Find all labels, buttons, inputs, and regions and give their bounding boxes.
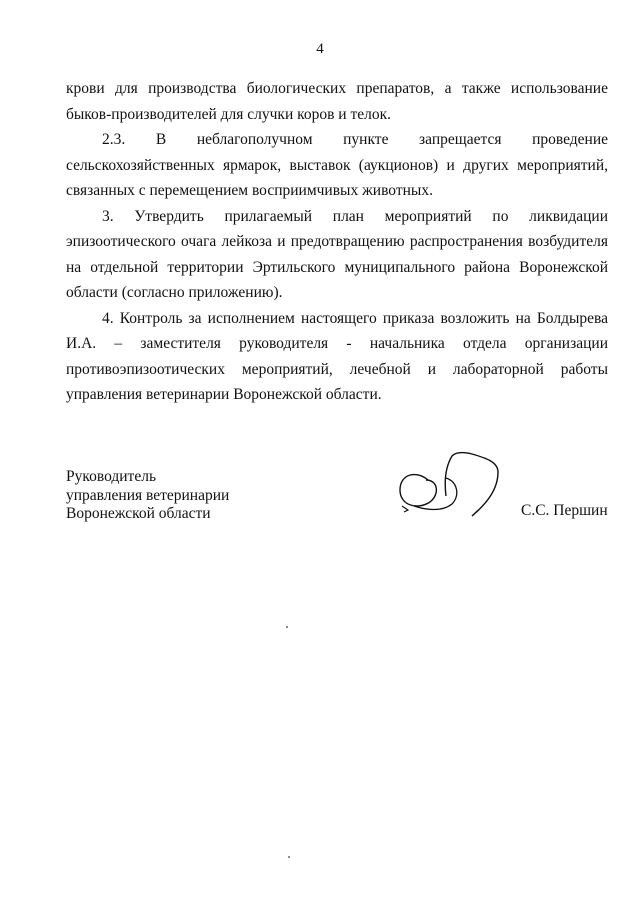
- signatory-title-line: управления ветеринарии: [66, 486, 230, 504]
- signatory-title-line: Воронежской области: [66, 505, 211, 522]
- paragraph-4: 4. Контроль за исполнением настоящего приказа возложить на Болдырева И.А. – заместителя руководителя - начальника отдела организации противоэпизоотических мероприятий, лечебной и лабораторной работы управления ветеринарии Воронежской области.: [66, 309, 608, 403]
- signatory-title-line: Руководитель: [66, 468, 157, 485]
- signatory-title: [66, 468, 229, 524]
- document-body: [66, 76, 608, 408]
- page-number: 4: [316, 41, 324, 57]
- scan-speck: [286, 626, 288, 628]
- signatory-name: С.С. Першин: [521, 502, 608, 519]
- paragraph-continuation: крови для производства биологических препаратов, а также использование быков-производителей для случки коров и телок.: [66, 80, 608, 123]
- paragraph-2-3: 2.3. В неблагополучном пункте запрещается проведение сельскохозяйственных ярмарок, выставок (аукционов) и других мероприятий, связанных с перемещением восприимчивых животных.: [66, 131, 608, 199]
- handwritten-signature: [386, 450, 516, 524]
- paragraph-3: 3. Утвердить прилагаемый план мероприятий по ликвидации эпизоотического очага лейкоза и предотвращению распространения возбудителя на отдельной территории Эртильского муниципального района Воронежской области (согласно приложению).: [66, 207, 608, 301]
- scan-speck: [288, 856, 290, 858]
